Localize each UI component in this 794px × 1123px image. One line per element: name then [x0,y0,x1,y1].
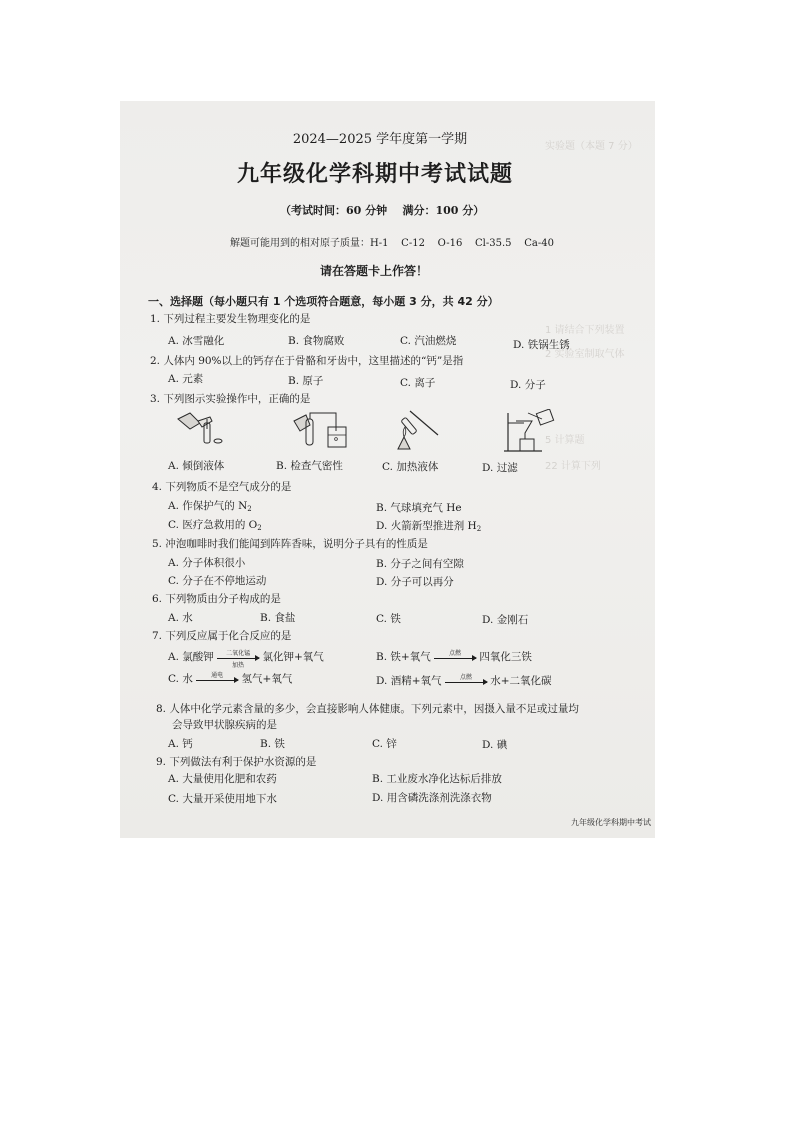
question-1-stem: 1. 下列过程主要发生物理变化的是 [150,313,311,325]
reaction-arrow-d [445,676,487,686]
question-7-option-a-product: 氯化钾+氧气 [262,651,324,663]
question-8-option-c: C. 锌 [372,738,397,750]
question-8-option-d: D. 碘 [482,739,508,751]
question-8-stem: 8. 人体中化学元素含量的多少，会直接影响人体健康。下列元素中，因摄入量不足或过量均 [156,703,579,715]
question-2-stem: 2. 人体内 90%以上的钙存在于骨骼和牙齿中，这里描述的“钙”是指 [150,355,464,367]
answer-card-notice: 请在答题卡上作答！ [320,264,429,278]
question-1-option-a: A. 冰雪融化 [168,335,225,347]
question-7-option-c [168,671,292,686]
question-7-option-a [168,649,324,669]
question-1-option-c: C. 汽油燃烧 [400,335,457,347]
bleed-through-text: 实验题（本题 7 分） 1 请结合下列装置 2 实验室制取气体 5 计算题 22 计算下列 [545,141,638,472]
question-6-option-a: A. 水 [168,612,193,624]
question-7-option-d [376,673,552,688]
question-2-option-d: D. 分子 [510,379,546,391]
exam-title: 九年级化学科期中考试试题 [236,162,513,187]
question-1-option-b: B. 食物腐败 [288,335,345,347]
question-2-option-a: A. 元素 [168,373,204,385]
question-9-option-c: C. 大量开采使用地下水 [168,793,277,805]
question-2-option-b: B. 原子 [288,375,324,387]
question-4-option-c [168,517,262,532]
question-9-option-a: A. 大量使用化肥和农药 [168,773,277,785]
question-1-option-d: D. 铁锅生锈 [513,339,570,351]
question-7-stem: 7. 下列反应属于化合反应的是 [152,630,292,642]
question-8-option-a: A. 钙 [168,738,193,750]
question-4-stem: 4. 下列物质不是空气成分的是 [152,481,292,493]
exam-time-info: （考试时间：60 分钟 满分：100 分） [280,204,485,217]
reaction-d-condition-top: 点燃 [459,674,472,681]
question-3-option-c: C. 加热液体 [382,461,439,473]
question-8-stem-continued: 会导致甲状腺疾病的是 [172,719,277,731]
question-4-option-d-subscript: 2 [476,525,482,533]
question-9-option-b: B. 工业废水净化达标后排放 [372,773,502,785]
question-7-option-b-product: 四氧化三铁 [479,651,532,663]
reaction-a-condition-top: 二氧化锰 [226,650,251,657]
question-6-option-b: B. 食盐 [260,612,296,624]
question-7-option-b [376,649,532,664]
question-5-option-a: A. 分子体积很小 [168,557,246,569]
question-6-option-c: C. 铁 [376,613,401,625]
question-5-option-d: D. 分子可以再分 [376,576,454,588]
question-2-option-c: C. 离子 [400,377,436,389]
reaction-c-condition-top: 通电 [211,672,224,679]
question-4-option-a-subscript: 2 [247,505,252,513]
question-4-option-a-text: A. 作保护气的 N [168,500,248,512]
filtration-illustration [502,409,558,455]
question-4-option-c-text: C. 医疗急救用的 O [168,519,258,531]
reaction-arrow-c [196,674,238,684]
question-5-option-b: B. 分子之间有空隙 [376,558,464,570]
air-tightness-check-illustration [292,409,354,451]
question-5-option-c: C. 分子在不停地运动 [168,575,267,587]
question-7-option-c-reactant: C. 水 [168,673,193,685]
question-7-option-a-reactant: A. 氯酸钾 [168,651,214,663]
exam-paper-photo [120,101,655,838]
question-6-option-d: D. 金刚石 [482,614,529,626]
question-4-option-d [376,518,481,533]
relative-atomic-masses: 解题可能用到的相对原子质量：H-1 C-12 O-16 Cl-35.5 Ca-40 [230,238,554,249]
question-7-option-d-reactant: D. 酒精+氧气 [376,675,442,687]
question-4-option-d-text: D. 火箭新型推进剂 H [376,520,477,532]
question-7-option-b-reactant: B. 铁+氧气 [376,651,431,663]
question-6-stem: 6. 下列物质由分子构成的是 [152,593,281,605]
question-9-stem: 9. 下列做法有利于保护水资源的是 [156,756,317,768]
page-footer: 九年级化学科期中考试 [571,818,651,827]
question-3-stem: 3. 下列图示实验操作中，正确的是 [150,393,311,405]
question-7-option-d-product: 水+二氧化碳 [490,675,552,687]
reaction-b-condition-top: 点燃 [449,650,462,657]
question-8-option-b: B. 铁 [260,738,285,750]
heating-liquid-illustration [390,409,450,451]
section-heading: 一、选择题（每小题只有 1 个选项符合题意，每小题 3 分，共 42 分） [148,295,499,308]
question-3-option-a: A. 倾倒液体 [168,460,225,472]
question-4-option-b: B. 气球填充气 He [376,502,462,514]
school-year: 2024—2025 学年度第一学期 [292,132,468,147]
pouring-liquid-illustration [176,409,226,451]
reaction-arrow-b [434,652,476,662]
question-7-option-c-product: 氢气+氧气 [241,673,293,685]
question-3-option-b: B. 检查气密性 [276,460,343,472]
question-4-option-a [168,498,252,513]
reaction-arrow-a [217,650,259,669]
reaction-a-condition-bottom: 加热 [232,662,245,669]
question-9-option-d: D. 用含磷洗涤剂洗涤衣物 [372,792,492,804]
question-5-stem: 5. 冲泡咖啡时我们能闻到阵阵香味，说明分子具有的性质是 [152,538,428,550]
question-4-option-c-subscript: 2 [257,524,262,532]
question-3-option-d: D. 过滤 [482,462,518,474]
